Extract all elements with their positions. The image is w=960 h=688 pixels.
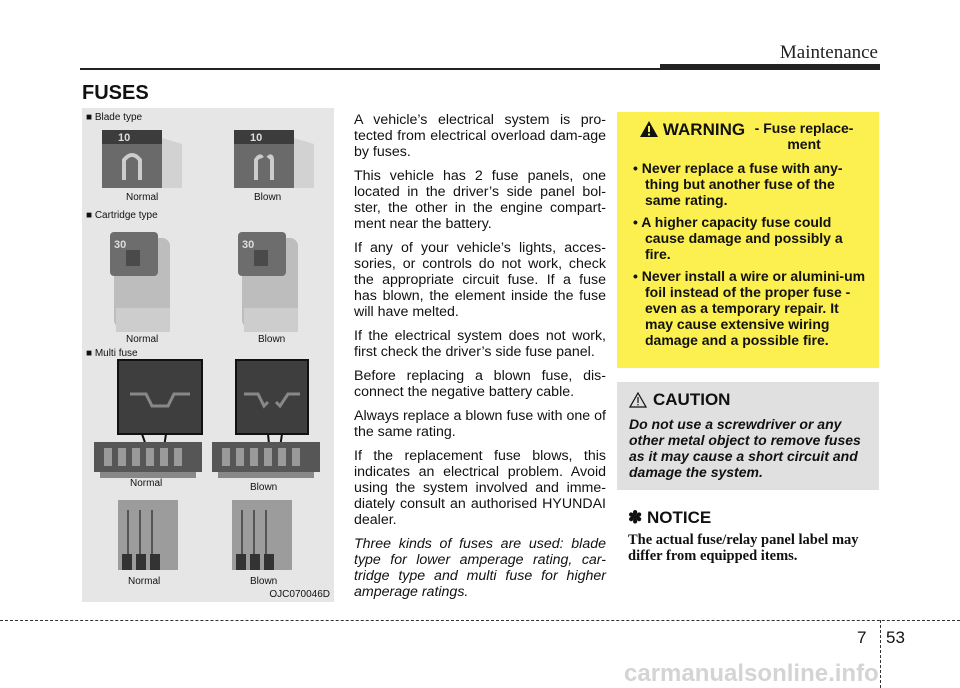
caption-multi2-normal: Normal <box>128 576 161 587</box>
caption-blade-normal: Normal <box>126 192 159 203</box>
footer-divider <box>880 620 881 688</box>
body-italic-note: Three kinds of fuses are used: blade type for lower amperage rating, car-tridge type and multi fuse for higher amperage ratings. <box>354 536 606 600</box>
body-paragraph: This vehicle has 2 fuse panels, one located in the driver’s side panel bol-ster, the other in the engine compart-ment near the battery. <box>354 168 606 232</box>
blade-fuse-blown <box>234 130 314 188</box>
label-blade-type: ■ Blade type <box>86 112 143 123</box>
caution-header <box>629 390 869 410</box>
page-number: 53 <box>886 628 905 647</box>
notice-title: ✽ NOTICE <box>628 508 712 527</box>
warning-box <box>617 112 879 368</box>
header-rule-accent <box>660 64 880 70</box>
warning-item: • Never replace a fuse with any-thing but another fuse of the same rating. <box>633 160 843 208</box>
label-multi-fuse: ■ Multi fuse <box>86 348 138 359</box>
caption-multi2-blown: Blown <box>250 576 278 587</box>
warning-title: WARNING <box>662 120 746 139</box>
caption-blade-blown: Blown <box>254 192 282 203</box>
blade-rating-blown: 10 <box>250 132 263 144</box>
caption-multi-normal: Normal <box>130 478 163 489</box>
body-paragraph: Always replace a blown fuse with one of the same rating. <box>354 408 606 440</box>
warning-item: • Never install a wire or alumini-um foil instead of the proper fuse - even as a temporary repair. It may cause extensive wiring damage and a possible fire. <box>633 268 866 348</box>
figure-code: OJC070046D <box>269 589 330 600</box>
fuse-figure <box>82 108 334 602</box>
caption-cartridge-blown: Blown <box>258 334 286 345</box>
notice-text: The actual fuse/relay panel label may differ from equipped items. <box>628 532 859 564</box>
caption-multi-blown: Blown <box>250 482 278 493</box>
warning-item: • A higher capacity fuse could cause damage and possibly a fire. <box>633 214 843 262</box>
caution-text: Do not use a screwdriver or any other metal object to remove fuses as it may cause a short circuit and damage the system. <box>629 416 861 480</box>
multi-fuse-top-normal <box>118 500 178 570</box>
section-title: FUSES <box>82 82 149 104</box>
body-paragraph: Before replacing a blown fuse, dis-connect the negative battery cable. <box>354 368 606 400</box>
multi-fuse-body-blown <box>212 442 320 478</box>
label-cartridge-type: ■ Cartridge type <box>86 210 158 221</box>
footer-rule <box>0 620 960 621</box>
warning-subtitle: - Fuse replace-ment <box>754 120 854 152</box>
caption-cartridge-normal: Normal <box>126 334 159 345</box>
multi-fuse-top-blown <box>232 500 292 570</box>
body-text <box>354 112 606 608</box>
blade-rating-normal: 10 <box>118 132 131 144</box>
header-title: Maintenance <box>779 42 878 63</box>
caution-box <box>617 382 879 490</box>
blade-fuse-normal <box>102 130 182 188</box>
warning-header <box>629 120 869 152</box>
body-paragraph: If the electrical system does not work, first check the driver’s side fuse panel. <box>354 328 606 360</box>
body-paragraph: If any of your vehicle’s lights, acces-sories, or controls do not work, check the appropriate circuit fuse. If a fuse has blown, the element inside the fuse will have melted. <box>354 240 606 320</box>
body-paragraph: If the replacement fuse blows, this indicates an electrical problem. Avoid using the system involved and imme-diately consult an authorised HYUNDAI dealer. <box>354 448 606 528</box>
watermark: carmanualsonline.info <box>624 660 879 687</box>
caution-title: CAUTION <box>653 390 731 409</box>
chapter-number: 7 <box>857 628 867 647</box>
multi-fuse-body-normal <box>94 442 202 478</box>
warning-list <box>629 160 869 348</box>
cartridge-rating-normal: 30 <box>114 239 127 251</box>
body-paragraph: A vehicle’s electrical system is pro-tected from electrical overload dam-age by fuses. <box>354 112 606 160</box>
cartridge-rating-blown: 30 <box>242 239 255 251</box>
warning-triangle-icon <box>639 120 659 138</box>
caution-triangle-icon <box>629 392 647 408</box>
